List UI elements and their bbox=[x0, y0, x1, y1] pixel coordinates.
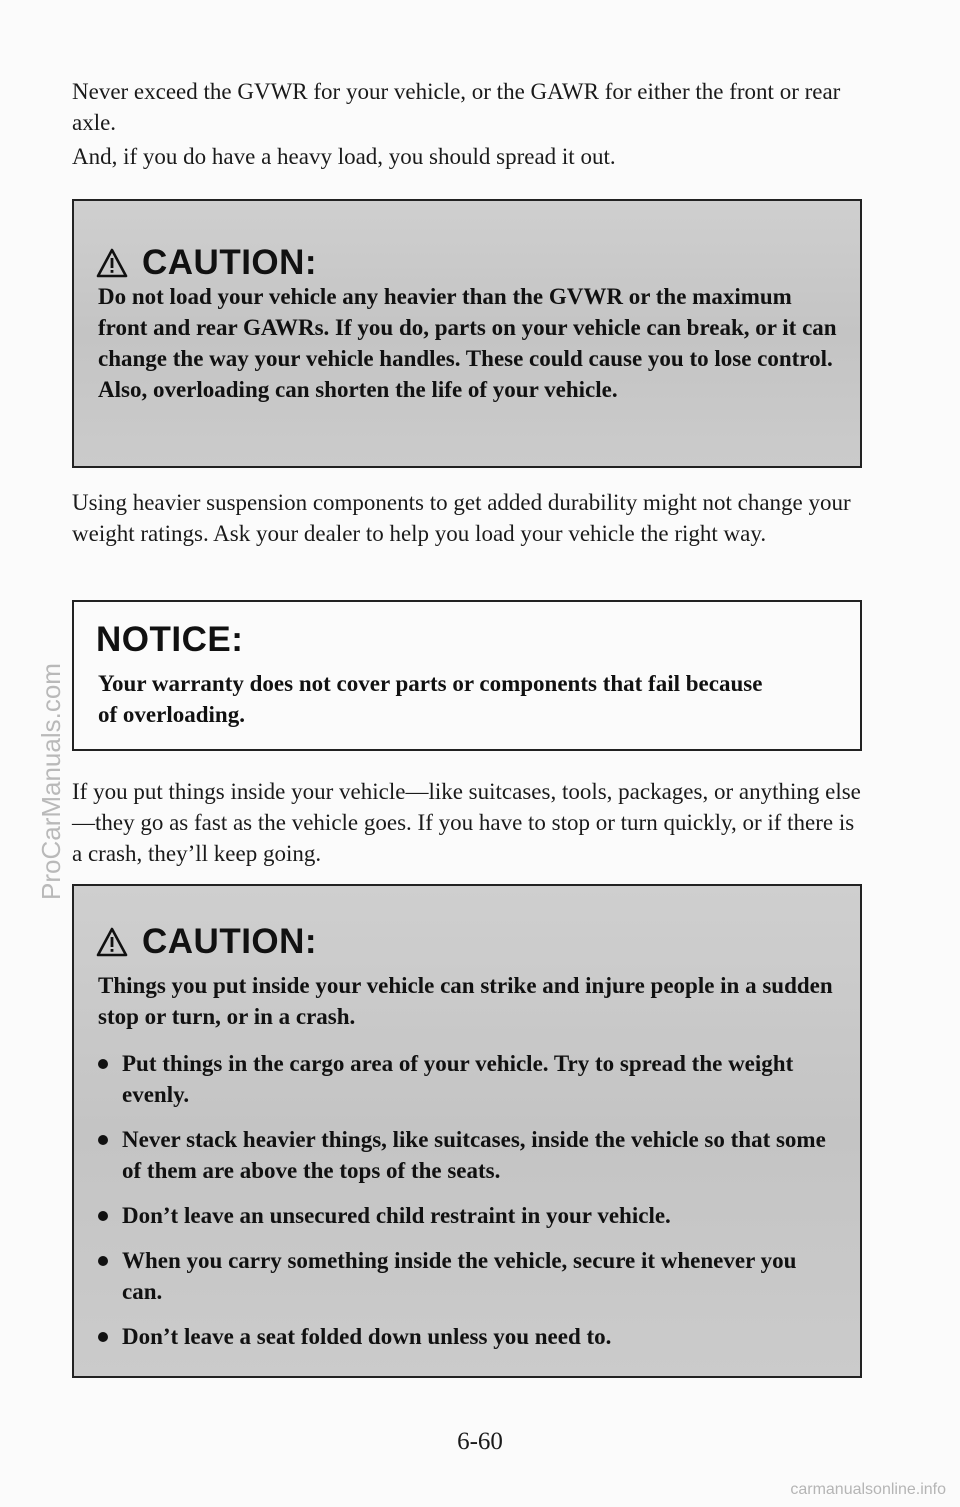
list-item: Never stack heavier things, like suitcases, inside the vehicle so that some of them are above the tops of the seats. bbox=[98, 1124, 838, 1186]
caution-title-text: CAUTION: bbox=[142, 243, 318, 282]
paragraph-suspension: Using heavier suspension components to get added durability might not change your weight ratings. Ask your dealer to help you load your vehicle the right way. bbox=[72, 490, 851, 546]
bullet-dot-icon bbox=[98, 1256, 108, 1266]
caution-intro: Things you put inside your vehicle can strike and injure people in a sudden stop or turn, or in a crash. bbox=[98, 973, 833, 1029]
bullet-dot-icon bbox=[98, 1059, 108, 1069]
caution-box-cargo bbox=[72, 884, 862, 1378]
caution-body bbox=[98, 970, 838, 1366]
caution-title-text: CAUTION: bbox=[142, 922, 318, 961]
paragraph-spread-load: And, if you do have a heavy load, you should spread it out. bbox=[72, 144, 616, 169]
caution-title bbox=[96, 243, 317, 283]
caution-title bbox=[96, 922, 317, 962]
caution-bullet-list bbox=[98, 1048, 838, 1352]
notice-title: NOTICE: bbox=[96, 620, 244, 659]
bullet-dot-icon bbox=[98, 1211, 108, 1221]
watermark-side: ProCarManuals.com bbox=[36, 663, 66, 900]
caution-body: Do not load your vehicle any heavier than the GVWR or the maximum front and rear GAWRs. If you do, parts on your vehicle can break, or it can change the way your vehicle handles. These could cause you to lose control. Also, overloading can shorten the life of your vehicle. bbox=[98, 284, 837, 402]
paragraph-loose-items: If you put things inside your vehicle—like suitcases, tools, packages, or anything else—they go as fast as the vehicle goes. If you have to stop or turn quickly, or if there is a crash, they’ll keep going. bbox=[72, 779, 861, 866]
list-item: Don’t leave an unsecured child restraint in your vehicle. bbox=[98, 1200, 838, 1231]
paragraph-gvwr: Never exceed the GVWR for your vehicle, or the GAWR for either the front or rear axle. bbox=[72, 79, 841, 135]
caution-box-overload bbox=[72, 199, 862, 468]
bullet-dot-icon bbox=[98, 1332, 108, 1342]
bullet-dot-icon bbox=[98, 1135, 108, 1145]
list-item: Don’t leave a seat folded down unless you need to. bbox=[98, 1321, 838, 1352]
notice-box bbox=[72, 600, 862, 751]
list-item: When you carry something inside the vehicle, secure it whenever you can. bbox=[98, 1245, 838, 1307]
page-number: 6-60 bbox=[457, 1428, 503, 1455]
list-item: Put things in the cargo area of your vehicle. Try to spread the weight evenly. bbox=[98, 1048, 838, 1110]
notice-body: Your warranty does not cover parts or components that fail because of overloading. bbox=[98, 671, 763, 727]
watermark-bottom: carmanualsonline.info bbox=[790, 1481, 946, 1498]
warning-triangle-icon bbox=[96, 927, 128, 957]
warning-triangle-icon bbox=[96, 248, 128, 278]
